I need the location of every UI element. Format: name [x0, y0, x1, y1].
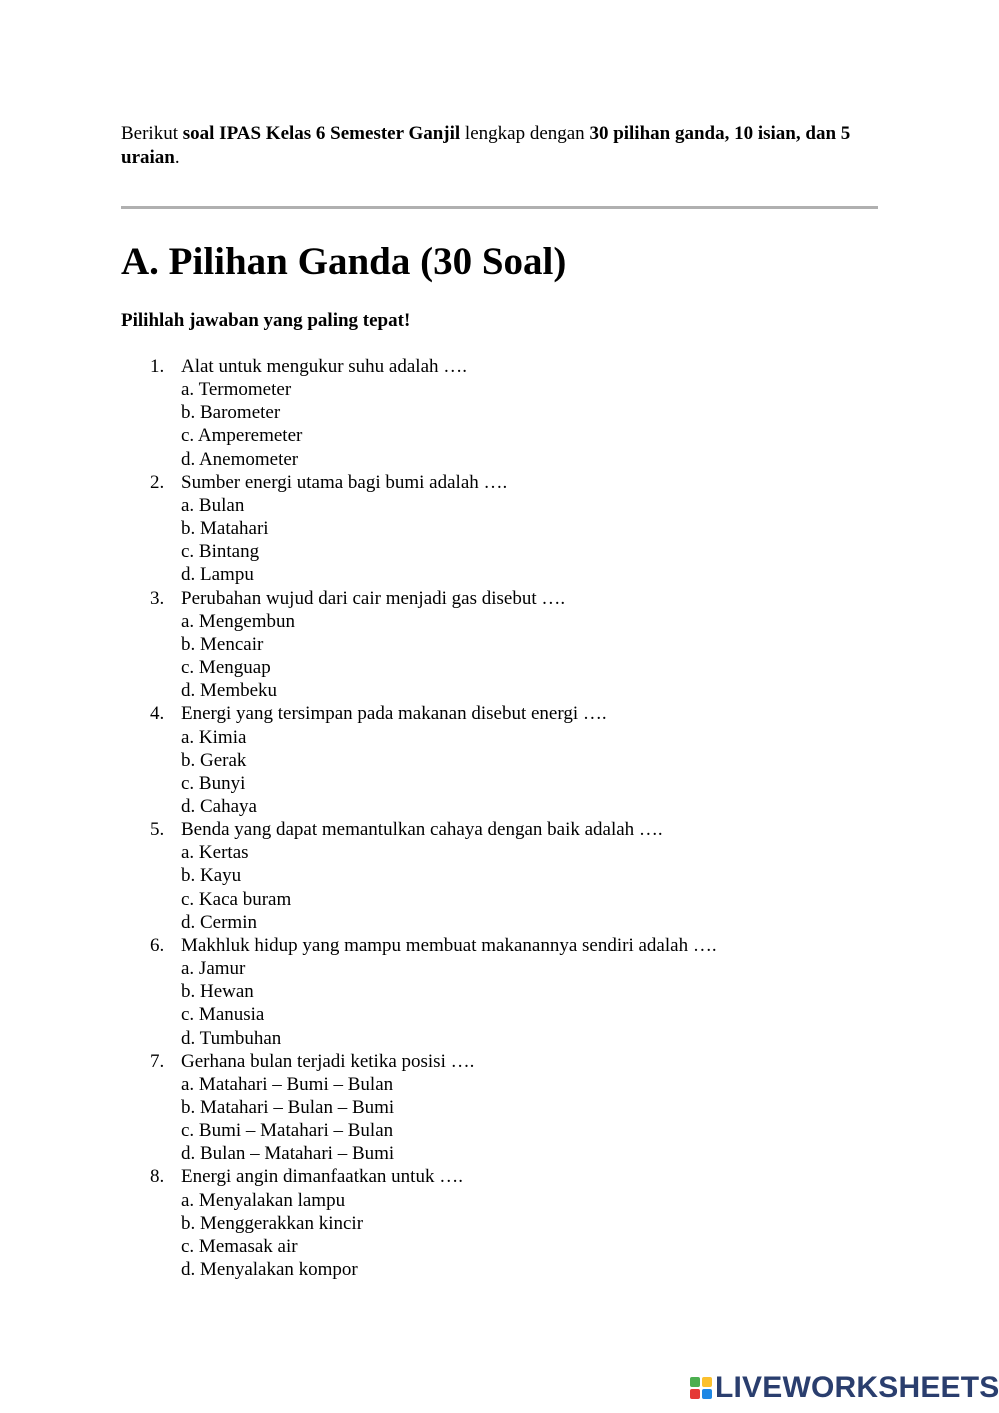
- question-number: 2.: [150, 471, 165, 493]
- question-item: [150, 818, 717, 934]
- option-c: c. Bumi – Matahari – Bulan: [181, 1120, 394, 1142]
- logo-square-blue: [702, 1389, 712, 1399]
- question-text: Benda yang dapat memantulkan cahaya dengan baik adalah ….: [181, 819, 663, 841]
- intro-bold-2: 30 pilihan ganda, 10 isian, dan 5 uraian: [121, 123, 851, 168]
- question-number: 4.: [150, 703, 165, 725]
- question-text-line: [150, 471, 717, 494]
- question-text: Energi yang tersimpan pada makanan disebut energi ….: [181, 703, 607, 725]
- question-item: [150, 355, 717, 471]
- option-b: b. Hewan: [181, 981, 254, 1003]
- option-a: a. Termometer: [181, 379, 292, 401]
- question-item: [150, 1165, 717, 1281]
- intro-text-1: Berikut: [121, 123, 183, 144]
- question-text: Energi angin dimanfaatkan untuk ….: [181, 1166, 463, 1188]
- question-number: 6.: [150, 934, 165, 956]
- option-c: c. Manusia: [181, 1004, 265, 1026]
- question-text-line: [150, 702, 717, 725]
- question-text: Gerhana bulan terjadi ketika posisi ….: [181, 1050, 475, 1072]
- intro-bold-1: soal IPAS Kelas 6 Semester Ganjil: [182, 123, 461, 144]
- question-item: [150, 702, 717, 818]
- option-c: c. Amperemeter: [181, 425, 303, 447]
- option-a: a. Menyalakan lampu: [181, 1189, 346, 1211]
- option-c: c. Menguap: [181, 657, 271, 679]
- option-c: c. Memasak air: [181, 1235, 298, 1257]
- option-b: b. Matahari – Bulan – Bumi: [181, 1097, 395, 1118]
- option-d: d. Bulan – Matahari – Bumi: [181, 1143, 395, 1165]
- question-number: 1.: [150, 356, 165, 377]
- logo-square-yellow: [702, 1377, 712, 1387]
- option-d: d. Anemometer: [181, 448, 299, 470]
- question-item: [150, 1050, 717, 1166]
- intro-text-2: lengkap dengan: [460, 123, 590, 144]
- liveworksheets-logo: [690, 1372, 999, 1404]
- question-text-line: [150, 818, 717, 841]
- option-d: d. Cermin: [181, 911, 257, 933]
- option-b: b. Gerak: [181, 749, 247, 771]
- question-item: [150, 587, 717, 703]
- question-text-line: [150, 355, 717, 378]
- question-text: Sumber energi utama bagi bumi adalah ….: [181, 471, 508, 493]
- logo-text: LIVEWORKSHEETS: [715, 1371, 999, 1404]
- question-text-line: [150, 1050, 717, 1073]
- option-c: c. Bintang: [181, 541, 260, 563]
- intro-paragraph: [121, 122, 881, 170]
- option-b: b. Mencair: [181, 633, 264, 655]
- question-text-line: [150, 1165, 717, 1188]
- option-a: a. Mengembun: [181, 610, 295, 632]
- logo-square-green: [690, 1377, 700, 1387]
- option-d: d. Lampu: [181, 564, 254, 586]
- section-instruction: Pilihlah jawaban yang paling tepat!: [121, 310, 411, 331]
- question-text: Alat untuk mengukur suhu adalah ….: [181, 356, 468, 377]
- logo-square-red: [690, 1389, 700, 1399]
- option-a: a. Kertas: [181, 842, 249, 864]
- option-d: d. Menyalakan kompor: [181, 1259, 358, 1281]
- option-b: b. Barometer: [181, 402, 281, 424]
- question-number: 7.: [150, 1050, 165, 1072]
- question-number: 3.: [150, 587, 165, 609]
- question-number: 5.: [150, 819, 165, 841]
- question-list: [150, 355, 717, 1281]
- option-c: c. Bunyi: [181, 772, 246, 794]
- option-b: b. Matahari: [181, 518, 269, 540]
- horizontal-divider: [121, 206, 878, 209]
- option-a: a. Jamur: [181, 958, 246, 980]
- option-d: d. Cahaya: [181, 795, 257, 817]
- question-item: [150, 471, 717, 587]
- question-number: 8.: [150, 1166, 165, 1188]
- option-b: b. Kayu: [181, 865, 242, 887]
- liveworksheets-logo-icon: [690, 1377, 712, 1399]
- option-a: a. Bulan: [181, 494, 245, 516]
- option-b: b. Menggerakkan kincir: [181, 1212, 364, 1234]
- question-text: Perubahan wujud dari cair menjadi gas disebut ….: [181, 587, 566, 609]
- intro-text-3: .: [174, 147, 180, 168]
- option-a: a. Kimia: [181, 726, 247, 748]
- option-c: c. Kaca buram: [181, 888, 292, 910]
- option-d: d. Membeku: [181, 680, 278, 702]
- option-d: d. Tumbuhan: [181, 1027, 282, 1049]
- question-text-line: [150, 934, 717, 957]
- section-title: A. Pilihan Ganda (30 Soal): [121, 240, 567, 283]
- question-text: Makhluk hidup yang mampu membuat makanannya sendiri adalah ….: [181, 934, 717, 956]
- option-a: a. Matahari – Bumi – Bulan: [181, 1073, 394, 1095]
- question-text-line: [150, 587, 717, 610]
- question-item: [150, 934, 717, 1050]
